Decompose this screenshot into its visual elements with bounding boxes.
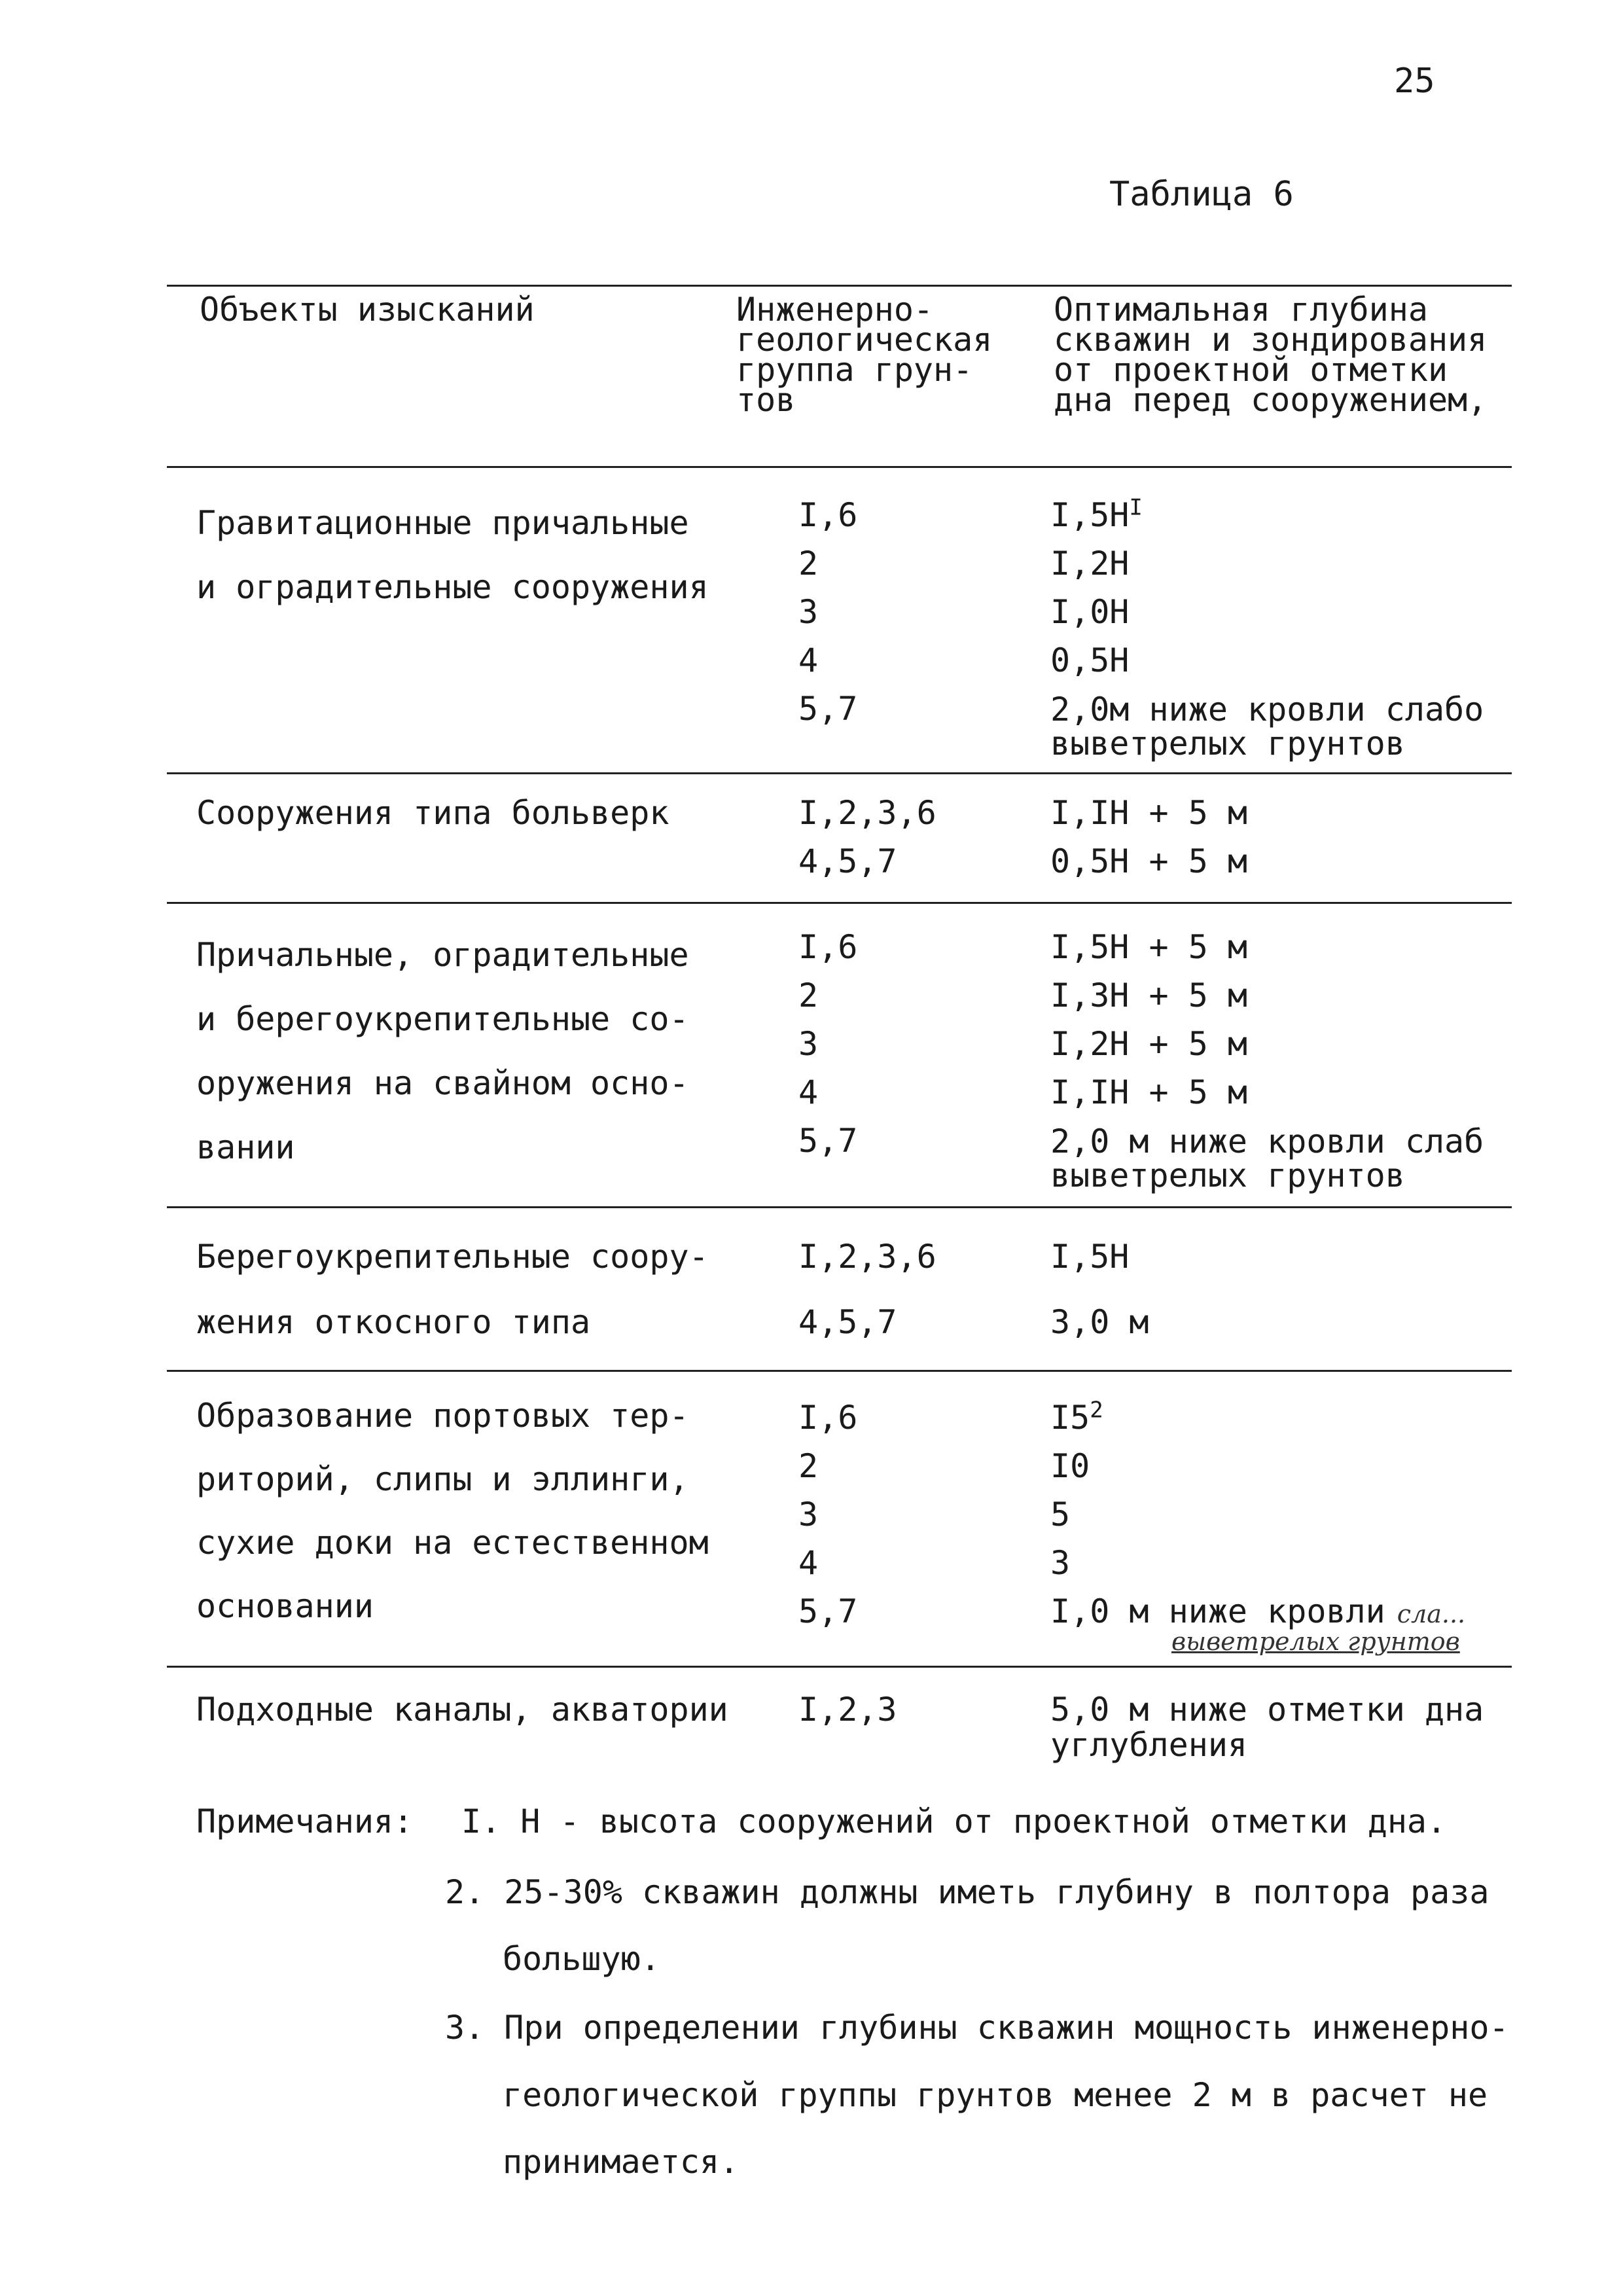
group-value: 4,5,7	[798, 842, 897, 880]
depth-value: 0,5H + 5 м	[1050, 842, 1248, 880]
depth-value: углубления	[1050, 1726, 1248, 1764]
header-line: Оптимальная глубина	[1054, 291, 1428, 329]
group-cell	[798, 923, 857, 1165]
group-value: 4	[798, 1544, 819, 1582]
group-value: I,2,3,6	[798, 1238, 936, 1276]
depth-cell	[1050, 923, 1484, 1194]
row-divider	[167, 1206, 1512, 1208]
object-line: вании	[196, 1128, 295, 1166]
group-value: I,6	[798, 928, 858, 966]
depth-text: I5	[1050, 1399, 1090, 1437]
group-value: 4	[798, 641, 819, 679]
note-item: большую.	[503, 1940, 660, 1978]
group-value: I,6	[798, 496, 858, 534]
handwritten-note: сла...	[1397, 1600, 1466, 1628]
depth-value: выветрелых грунтов	[1050, 725, 1405, 762]
object-line: и берегоукрепительные со-	[196, 1000, 689, 1038]
note-item: принимается.	[503, 2143, 740, 2181]
header-line: геологическая	[736, 321, 993, 359]
depth-value: 3	[1050, 1544, 1071, 1582]
depth-value	[1050, 491, 1484, 539]
object-line: Образование портовых тер-	[196, 1397, 689, 1435]
depth-value: 5,0 м ниже отметки дна	[1050, 1691, 1484, 1729]
depth-value: 3,0 м	[1050, 1303, 1149, 1341]
group-value: 5,7	[798, 1122, 858, 1160]
object-cell	[196, 1685, 728, 1734]
header-line: дна перед сооружением,	[1054, 381, 1488, 419]
object-cell	[196, 1384, 709, 1638]
group-cell	[798, 1685, 897, 1734]
depth-value: I,0H	[1050, 593, 1130, 631]
header-line: Инженерно-	[736, 291, 934, 329]
depth-value: I,2H + 5 м	[1050, 1025, 1248, 1063]
depth-text: I,5H	[1050, 496, 1130, 534]
note-item: I. H - высота сооружений от проектной отметки дна.	[461, 1803, 1447, 1840]
object-line: сухие доки на естественном	[196, 1524, 709, 1562]
group-value: 3	[798, 1496, 819, 1534]
handwritten-note: выветрелых грунтов	[1171, 1627, 1460, 1656]
depth-value: 5	[1050, 1496, 1071, 1534]
object-line: оружения на свайном осно-	[196, 1064, 689, 1102]
header-line: от проектной отметки	[1054, 351, 1448, 389]
group-value: 2	[798, 977, 819, 1014]
group-value: 3	[798, 1025, 819, 1063]
row-divider	[167, 1370, 1512, 1372]
depth-text: I,0 м ниже кровли	[1050, 1592, 1385, 1630]
depth-cell	[1050, 1393, 1465, 1638]
group-value: I,6	[798, 1399, 858, 1437]
depth-cell	[1050, 491, 1484, 762]
header-depth	[1054, 291, 1488, 419]
row-divider	[167, 902, 1512, 904]
group-cell	[798, 1393, 857, 1636]
group-cell	[798, 491, 857, 733]
object-line: Причальные, оградительные	[196, 936, 689, 974]
depth-value: 2,0 м ниже кровли слаб	[1050, 1122, 1484, 1160]
depth-cell	[1050, 789, 1247, 886]
depth-value: I,2H	[1050, 545, 1130, 583]
note-item: геологической группы грунтов менее 2 м в расчет не	[503, 2076, 1488, 2114]
footnote-mark: I	[1129, 494, 1143, 521]
group-cell	[798, 1224, 936, 1355]
group-cell	[798, 789, 936, 886]
footnote-mark: 2	[1090, 1397, 1103, 1424]
header-objects	[200, 291, 535, 329]
object-line: и оградительные сооружения	[196, 568, 709, 606]
object-line: Гравитационные причальные	[196, 504, 689, 542]
header-line: скважин и зондирования	[1054, 321, 1488, 359]
row-divider	[167, 1666, 1512, 1668]
depth-value: I,IH + 5 м	[1050, 1073, 1248, 1111]
group-value: 2	[798, 1447, 819, 1485]
object-line: жения откосного типа	[196, 1303, 591, 1341]
group-value: 2	[798, 545, 819, 583]
group-value: 5,7	[798, 690, 858, 728]
depth-value	[1050, 1393, 1465, 1442]
page-number: 25	[1394, 62, 1435, 101]
object-line: Берегоукрепительные соору-	[196, 1238, 709, 1276]
table-top-rule	[167, 285, 1512, 287]
note-item: 2. 25-30% скважин должны иметь глубину в полтора раза	[445, 1873, 1489, 1911]
depth-value: I,3H + 5 м	[1050, 977, 1248, 1014]
object-line: Сооружения типа больверк	[196, 794, 669, 832]
group-value: I,2,3	[798, 1691, 897, 1729]
header-group	[736, 291, 993, 419]
depth-value: I,5H + 5 м	[1050, 928, 1248, 966]
object-cell	[196, 491, 709, 619]
notes-label: Примечания:	[196, 1803, 414, 1840]
header-line: Объекты изысканий	[200, 291, 535, 329]
table-caption: Таблица 6	[1109, 175, 1294, 214]
group-value: 5,7	[798, 1592, 858, 1630]
header-line: тов	[736, 381, 796, 419]
depth-cell	[1050, 1692, 1484, 1763]
group-value: 4	[798, 1073, 819, 1111]
depth-cell	[1050, 1224, 1149, 1355]
header-line: группа грун-	[736, 351, 973, 389]
group-value: 4,5,7	[798, 1303, 897, 1341]
object-cell	[196, 1224, 709, 1355]
group-value: I,2,3,6	[798, 794, 936, 832]
object-line: риторий, слипы и эллинги,	[196, 1460, 689, 1498]
note-item: 3. При определении глубины скважин мощность инженерно-	[445, 2009, 1509, 2047]
group-value: 3	[798, 593, 819, 631]
depth-value: 2,0м ниже кровли слабо	[1050, 691, 1484, 728]
depth-value: I0	[1050, 1447, 1090, 1485]
depth-value: I,IH + 5 м	[1050, 794, 1248, 832]
object-line: Подходные каналы, акватории	[196, 1691, 728, 1729]
object-line: основании	[196, 1587, 374, 1625]
depth-value: выветрелых грунтов	[1050, 1157, 1405, 1194]
depth-value: I,5H	[1050, 1238, 1130, 1276]
object-cell	[196, 789, 669, 837]
header-bottom-rule	[167, 466, 1512, 468]
object-cell	[196, 923, 689, 1179]
depth-value: 0,5H	[1050, 641, 1130, 679]
row-divider	[167, 772, 1512, 774]
